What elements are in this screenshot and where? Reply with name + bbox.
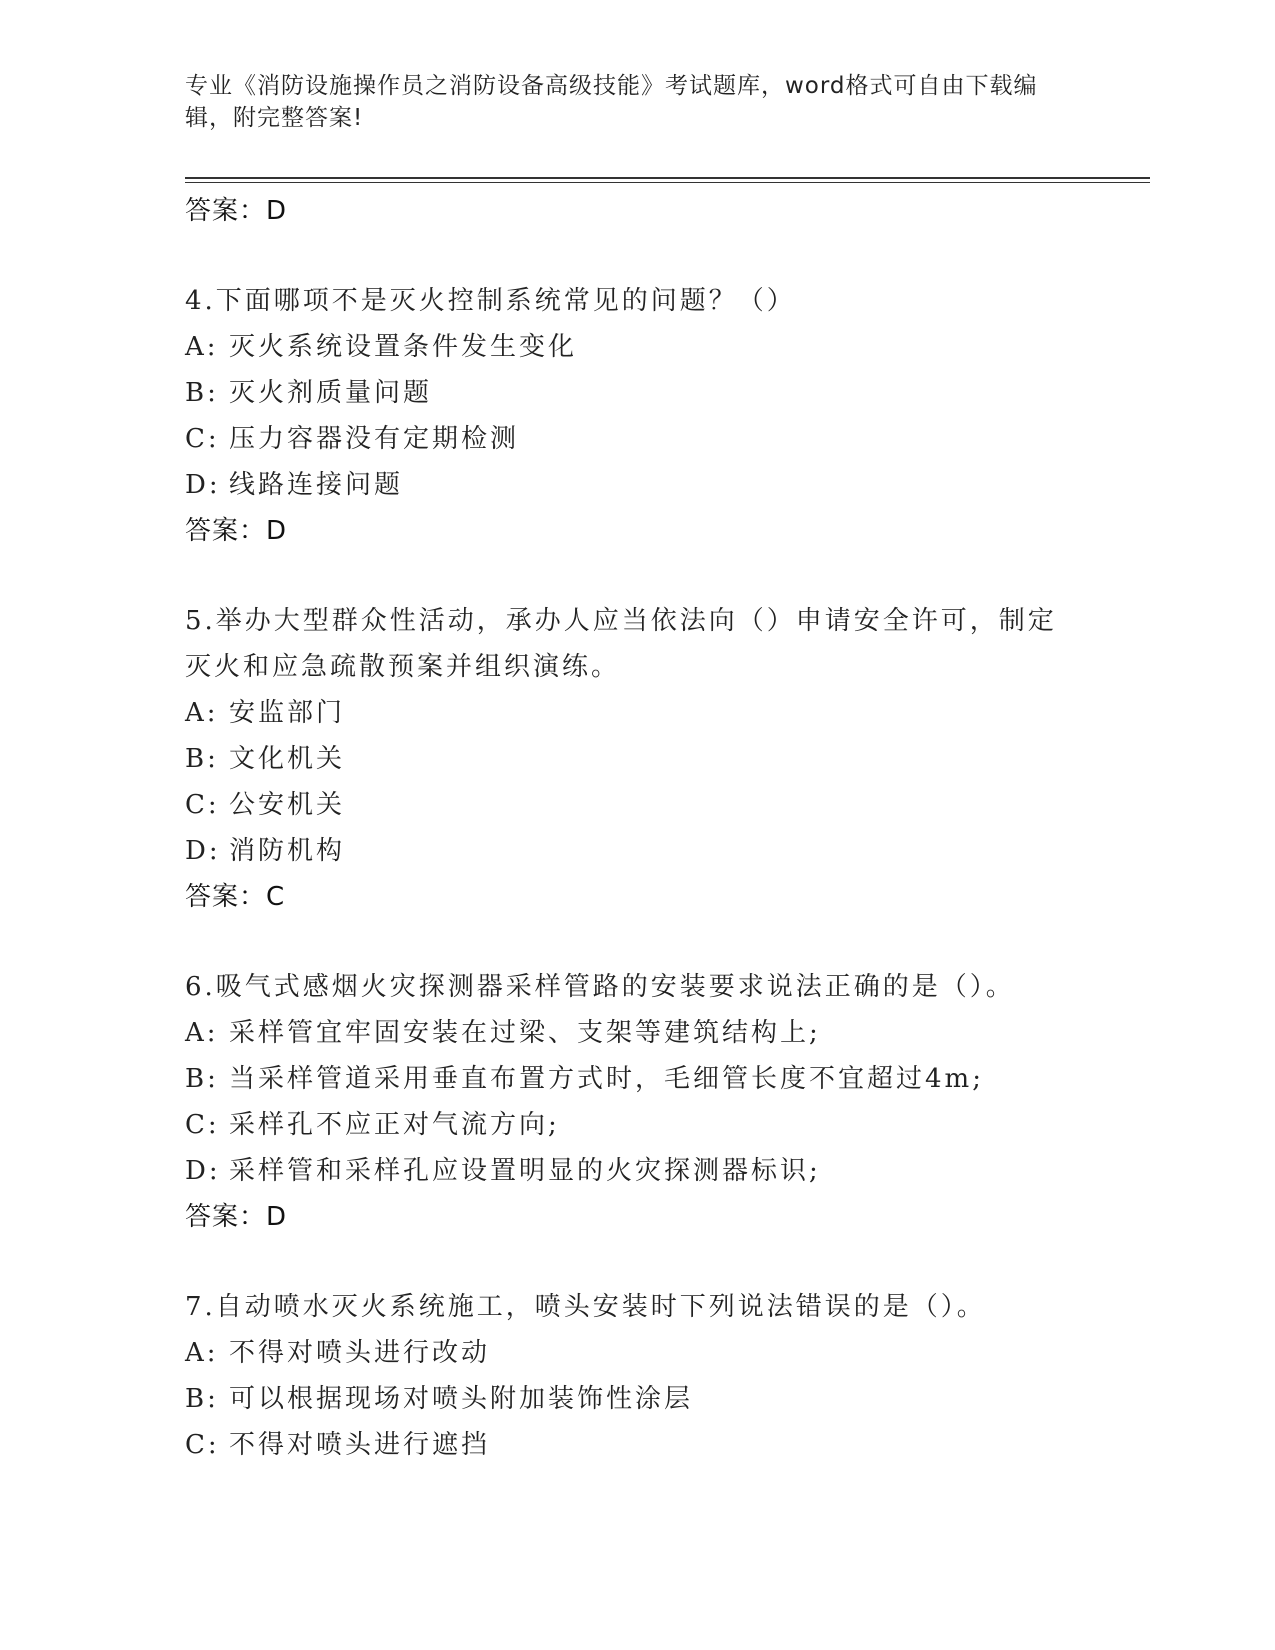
option-letter: B: bbox=[185, 1064, 219, 1094]
option-text: 安监部门 bbox=[229, 698, 346, 728]
option-text: 消防机构 bbox=[229, 836, 346, 866]
option-text: 采样管宜牢固安装在过梁、支架等建筑结构上; bbox=[229, 1018, 821, 1048]
question-item bbox=[185, 278, 1085, 554]
question-list bbox=[185, 188, 1085, 1468]
option-letter: C: bbox=[185, 424, 220, 454]
option-a bbox=[185, 690, 1085, 736]
option-text: 不得对喷头进行遮挡 bbox=[229, 1430, 491, 1460]
option-b bbox=[185, 370, 1085, 416]
option-letter: D: bbox=[185, 836, 221, 866]
option-d bbox=[185, 828, 1085, 874]
option-text: 压力容器没有定期检测 bbox=[229, 424, 520, 454]
question-item bbox=[185, 598, 1085, 920]
option-b bbox=[185, 1056, 1085, 1102]
option-letter: B: bbox=[185, 1384, 219, 1414]
answer-line: 答案：D bbox=[185, 516, 288, 546]
question-stem: 6.吸气式感烟火灾探测器采样管路的安装要求说法正确的是（）。 bbox=[185, 972, 1015, 1002]
option-c bbox=[185, 782, 1085, 828]
option-text: 采样孔不应正对气流方向; bbox=[229, 1110, 560, 1140]
option-d bbox=[185, 462, 1085, 508]
option-c bbox=[185, 1102, 1085, 1148]
answer-line: 答案：D bbox=[185, 1202, 288, 1232]
question-stem: 5.举办大型群众性活动，承办人应当依法向（）申请安全许可，制定灭火和应急疏散预案并组织演练。 bbox=[185, 606, 1057, 682]
option-text: 文化机关 bbox=[229, 744, 346, 774]
option-c bbox=[185, 1422, 1085, 1468]
option-letter: B: bbox=[185, 744, 219, 774]
document-header: 专业《消防设施操作员之消防设备高级技能》考试题库，word格式可自由下载编辑，附完整答案! bbox=[185, 73, 1038, 131]
question-stem: 7.自动喷水灭火系统施工，喷头安装时下列说法错误的是（）。 bbox=[185, 1292, 986, 1322]
option-text: 当采样管道采用垂直布置方式时，毛细管长度不宜超过4m; bbox=[229, 1064, 984, 1094]
option-letter: C: bbox=[185, 1430, 220, 1460]
option-b bbox=[185, 1376, 1085, 1422]
option-letter: B: bbox=[185, 378, 219, 408]
option-c bbox=[185, 416, 1085, 462]
question-item bbox=[185, 1284, 1085, 1468]
option-b bbox=[185, 736, 1085, 782]
option-letter: D: bbox=[185, 470, 221, 500]
option-text: 可以根据现场对喷头附加装饰性涂层 bbox=[229, 1384, 694, 1414]
answer-line: 答案：C bbox=[185, 882, 286, 912]
option-text: 采样管和采样孔应设置明显的火灾探测器标识; bbox=[229, 1156, 821, 1186]
option-a bbox=[185, 324, 1085, 370]
header-divider-thick bbox=[185, 177, 1150, 179]
option-text: 线路连接问题 bbox=[229, 470, 404, 500]
option-letter: A: bbox=[185, 698, 219, 728]
option-letter: A: bbox=[185, 1018, 219, 1048]
option-letter: D: bbox=[185, 1156, 221, 1186]
option-letter: A: bbox=[185, 332, 219, 362]
option-d bbox=[185, 1148, 1085, 1194]
header-divider-thin bbox=[185, 182, 1150, 183]
option-letter: C: bbox=[185, 790, 220, 820]
option-text: 不得对喷头进行改动 bbox=[229, 1338, 491, 1368]
option-letter: C: bbox=[185, 1110, 220, 1140]
option-text: 灭火剂质量问题 bbox=[229, 378, 433, 408]
option-letter: A: bbox=[185, 1338, 219, 1368]
answer-line: 答案：D bbox=[185, 196, 288, 226]
option-text: 灭火系统设置条件发生变化 bbox=[229, 332, 578, 362]
option-text: 公安机关 bbox=[229, 790, 346, 820]
option-a bbox=[185, 1330, 1085, 1376]
question-stem: 4.下面哪项不是灭火控制系统常见的问题？（） bbox=[185, 286, 796, 316]
option-a bbox=[185, 1010, 1085, 1056]
question-item bbox=[185, 964, 1085, 1240]
